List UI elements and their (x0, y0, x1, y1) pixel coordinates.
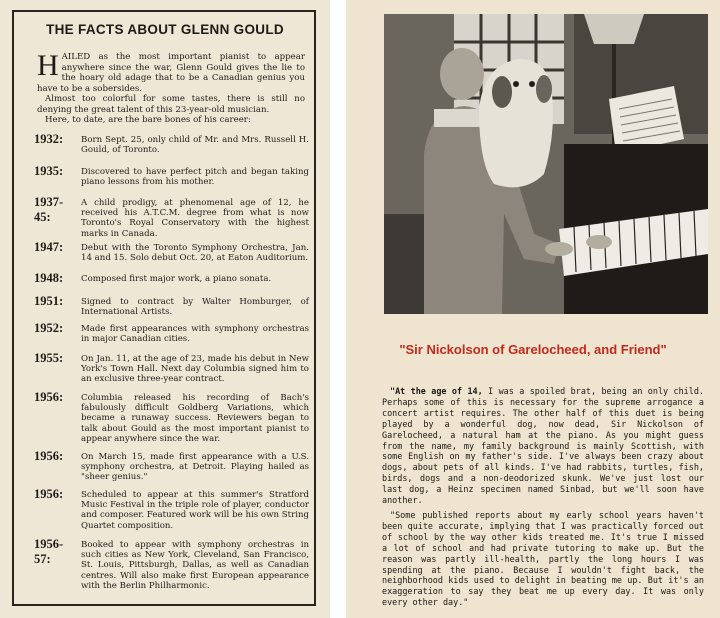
story-paragraph-2: "Some published reports about my early school years haven't been quite accurate, implying that I was practically forced out of school by the way other kids treated me. It's true I missed a lot of school and had private tutoring to make up. But the reason was partly ill-health, partly the long hours I was spending at the piano. Because I wouldn't fight back, the neighborhood kids used to delight in beating me up. But it's an exaggeration to say they beat me up every day. It was only every other day." (382, 509, 704, 608)
timeline-text: On Jan. 11, at the age of 23, made his debut in New York's Town Hall. Next day Columbia signed him to an exclusive three-year contract. (81, 354, 309, 385)
timeline-year: 1955: (34, 351, 64, 365)
timeline-text: Booked to appear with symphony orchestras in such cities as New York, Cleveland, San Francisco, St. Louis, Pittsburgh, Dallas, as well as Canadian centres. Will also make first European appearance with the Berlin Philharmonic. (81, 540, 309, 591)
story-lead: "At the age of 14, (390, 386, 483, 396)
timeline-text: A child prodigy, at phenomenal age of 12, he received his A.T.C.M. degree from what is now Toronto's Royal Conservatory with the highest marks in Canada. (81, 198, 309, 239)
photo-illustration (384, 14, 708, 314)
timeline-text: Columbia released his recording of Bach's fabulously difficult Goldberg Variations, which became a runaway success. Reviewers began to talk about Gould as the most important pianist to appear anywhere since the war. (81, 393, 309, 444)
story-text (382, 386, 704, 612)
timeline-text: Discovered to have perfect pitch and began taking piano lessons from his mother. (81, 167, 309, 188)
timeline-text: Scheduled to appear at this summer's Stratford Music Festival in the triple role of player, conductor and composer. Featured work will be his own String Quartet composition. (81, 490, 309, 531)
intro-paragraph-3: Here, to date, are the bare bones of his career: (45, 115, 251, 125)
timeline-year: 1952: (34, 321, 64, 335)
drop-cap: H (37, 49, 59, 82)
story-paragraph-1-body: I was a spoiled brat, being an only child. Perhaps some of this is necessary for the supreme arrogance a concert artist requires. The other half of this duet is being played by a wonderful dog, now dead, Sir Nickolson of Garelocheed, a natural ham at the piano. As you might guess from the name, my family background is mainly Scottish, with some English on my father's side. I've always been crazy about dogs, about pets of all kinds. I've had rabbits, turtles, fish, birds, dogs and a non-deodorized skunk. We've just lost our last dog, a Heinz specimen named Sinbad, but we'll soon have another. (382, 386, 705, 506)
timeline-text: On March 15, made first appearance with a U.S. symphony orchestra, at Detroit. Playing hailed as "sheer genius." (81, 452, 309, 483)
timeline-year: 1951: (34, 294, 64, 308)
timeline-text: Signed to contract by Walter Homburger, of International Artists. (81, 297, 309, 318)
timeline-year: 1935: (34, 164, 64, 178)
photo-caption: "Sir Nickolson of Garelocheed, and Friend" (399, 342, 667, 357)
timeline-year: 1947: (34, 240, 64, 254)
photo-gould-at-piano-with-dog (384, 14, 708, 314)
timeline-year: 1932: (34, 132, 64, 146)
timeline-year: 1937-45: (34, 195, 64, 224)
story-paragraph-1 (382, 386, 704, 506)
career-timeline (0, 0, 330, 618)
facts-title: THE FACTS ABOUT GLENN GOULD (46, 22, 284, 37)
timeline-year: 1956-57: (34, 537, 64, 566)
timeline-year: 1956: (34, 449, 64, 463)
timeline-text: Born Sept. 25, only child of Mr. and Mrs. Russell H. Gould, of Toronto. (81, 135, 309, 156)
timeline-text: Debut with the Toronto Symphony Orchestra, Jan. 14 and 15. Solo debut Oct. 20, at Eaton Auditorium. (81, 243, 309, 264)
timeline-year: 1948: (34, 271, 64, 285)
timeline-text: Made first appearances with symphony orchestras in major Canadian cities. (81, 324, 309, 345)
timeline-year: 1956: (34, 487, 64, 501)
intro-paragraph-2: Almost too colorful for some tastes, there is still no denying the great talent of this 23-year-old musician. (37, 94, 305, 115)
intro-paragraph-1: AILED as the most important pianist to appear anywhere since the war, Glenn Gould gives the lie to the hoary old adage that to be a Canadian genius you have to be a sobersides. (37, 52, 305, 94)
timeline-text: Composed first major work, a piano sonata. (81, 274, 272, 284)
timeline-year: 1956: (34, 390, 64, 404)
